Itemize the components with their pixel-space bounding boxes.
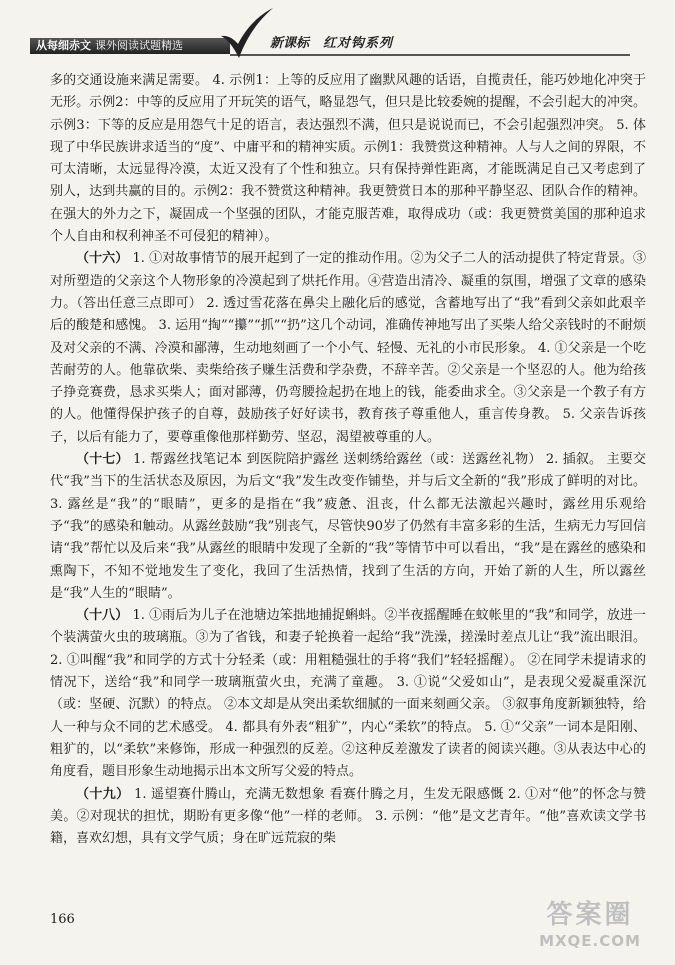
header-rule xyxy=(230,54,630,56)
series-label xyxy=(36,38,183,54)
section-17-text: 1. 帮露丝找笔记本 到医院陪护露丝 送刺绣给露丝（或：送露丝礼物） 2. 插叙。 主要交代“我”当下的生活状态及原因，为后文“我”发生改变作铺垫，并与后文全新的“我”形成了鲜明的对比。 3. 露丝是“我”的“眼睛”，更多的是指在“我”疲惫、沮丧，什么都无法激起兴趣时，露丝用乐观给予“我”的感染和触动。从露丝鼓励“我”别丧气，尽管快90岁了仍然有丰富多彩的生活，生病无力写回信请“我”帮忙以及后来“我”从露丝的眼睛中发现了全新的“我”等情节中可以看出，“我”是在露丝的感染和熏陶下，不知不觉地发生了变化，我回了生活热情，找到了生活的方向，开始了新的人生，所以露丝是“我”人生的“眼睛”。 xyxy=(50,452,646,601)
answer-content xyxy=(50,70,646,850)
section-16 xyxy=(50,248,646,449)
watermark-logo xyxy=(515,898,665,958)
intro-paragraph: 多的交通设施来满足需要。 4. 示例1：上等的反应用了幽默风趣的话语，自揽责任，能巧妙地化冲突于无形。示例2：中等的反应用了开玩笑的语气，略显怨气，但只是比较委婉的提醒，不会引起大的冲突。示例3：下等的反应是用怨气十足的语言，表达强烈不满，但只是说说而已，不会引起强烈冲突。 5. 体现了中华民族讲求适当的“度”、中庸平和的精神实质。示例1：我赞赏这种精神。人与人之间的界限，不可太清晰，太远显得冷漠，太近又没有了个性和独立。只有保持弹性距离，才能既满足自己又考虑到了别人，达到共赢的目的。示例2：我不赞赏这种精神。我更赞赏日本的那种平静坚忍、团队合作的精神。在强大的外力之下，凝固成一个坚强的团队，才能克服苦难，取得成功（或：我更赞赏美国的那种追求个人自由和权利神圣不可侵犯的精神）。 xyxy=(50,73,646,245)
section-19-text: 1. 遥望赛什腾山，充满无数想象 看赛什腾之月，生发无限感慨 2. ①对“他”的怀念与赞美。②对现状的担忧，期盼有更多像“他”一样的老师。 3. 示例：“他”是文艺青年。“他”喜欢读文学书籍，喜欢幻想，具有文学气质；身在旷远荒寂的柴 xyxy=(50,786,646,847)
series-subtitle: 课外阅读试题精选 xyxy=(95,39,183,52)
section-19 xyxy=(50,784,646,851)
page-number: 166 xyxy=(50,912,75,927)
section-18-number: （十八） xyxy=(76,608,129,624)
series-name: 从每细赤文 xyxy=(36,39,91,52)
brand-slogan: 红对钩系列 xyxy=(323,36,394,51)
brand-title xyxy=(270,34,393,54)
section-16-number: （十六） xyxy=(76,251,129,267)
section-18 xyxy=(50,605,646,783)
section-16-text: 1. ①对故事情节的展开起到了一定的推动作用。②为父子二人的活动提供了特定背景。③对所塑造的父亲这个人物形象的冷漠起到了烘托作用。④营造出清冷、凝重的氛围，增强了文章的感染力。（答出任意三点即可） 2. 透过雪花落在鼻尖上融化后的感觉，含蓄地写出了“我”看到父亲如此艰辛后的酸楚和感愧。 3. 运用“掏”“攥”“抓”“扔”这几个动词，准确传神地写出了买柴人给父亲钱时的不耐烦及对父亲的不满、冷漠和鄙薄，生动地刻画了一个小气、轻慢、无礼的小市民形象。 4. ①父亲是一个吃苦耐劳的人。他靠砍柴、卖柴给孩子赚生活费和学杂费，不辞辛苦。②父亲是一个坚忍的人。他为给孩子挣竞赛费，恳求买柴人；面对鄙薄，仍弯腰捡起扔在地上的钱，能委曲求全。③父亲是一个教子有方的人。他懂得保护孩子的自尊，鼓励孩子好好读书，教育孩子尊重他人，重言传身教。 5. 父亲告诉孩子，以后有能力了，要尊重像他那样勤劳、坚忍，渴望被尊重的人。 xyxy=(50,251,646,445)
section-18-text: 1. ①雨后为儿子在池塘边笨拙地捕捉蝌蚪。②半夜摇醒睡在蚊帐里的“我”和同学，放进一个装满萤火虫的玻璃瓶。③为了省钱，和妻子轮换着一起给“我”洗澡，搓澡时差点儿让“我”流出眼泪。 2. ①叫醒“我”和同学的方式十分轻柔（或：用粗糙强壮的手将“我们”轻轻摇醒）。 ②在同学未提请求的情况下，送给“我”和同学一玻璃瓶萤火虫，充满了童趣。 3. ①说“父爱如山”，是表现父爱凝重深沉（或：坚硬、沉默）的特点。 ②本文却是从突出柔软细腻的一面来刻画父亲。 ③叙事角度新颖独特，给人一种与众不同的艺术感受。 4. 都具有外表“粗犷”，内心“柔软”的特点。 5. ①“父亲”一词本是阳刚、粗犷的，以“柔软”来修饰，形成一种强烈的反差。②这种反差激发了读者的阅读兴趣。③从表达中心的角度看，题目形象生动地揭示出本文所写父爱的特点。 xyxy=(50,608,646,780)
section-17-number: （十七） xyxy=(76,452,129,468)
watermark-bottom: MXQE.COM xyxy=(539,932,641,950)
brand-name: 新课标 xyxy=(270,36,310,51)
checkmark-logo-icon xyxy=(215,6,275,62)
watermark-top: 答案圈 xyxy=(546,900,634,930)
section-19-number: （十九） xyxy=(76,786,130,802)
page-header xyxy=(0,0,675,62)
section-17 xyxy=(50,449,646,605)
